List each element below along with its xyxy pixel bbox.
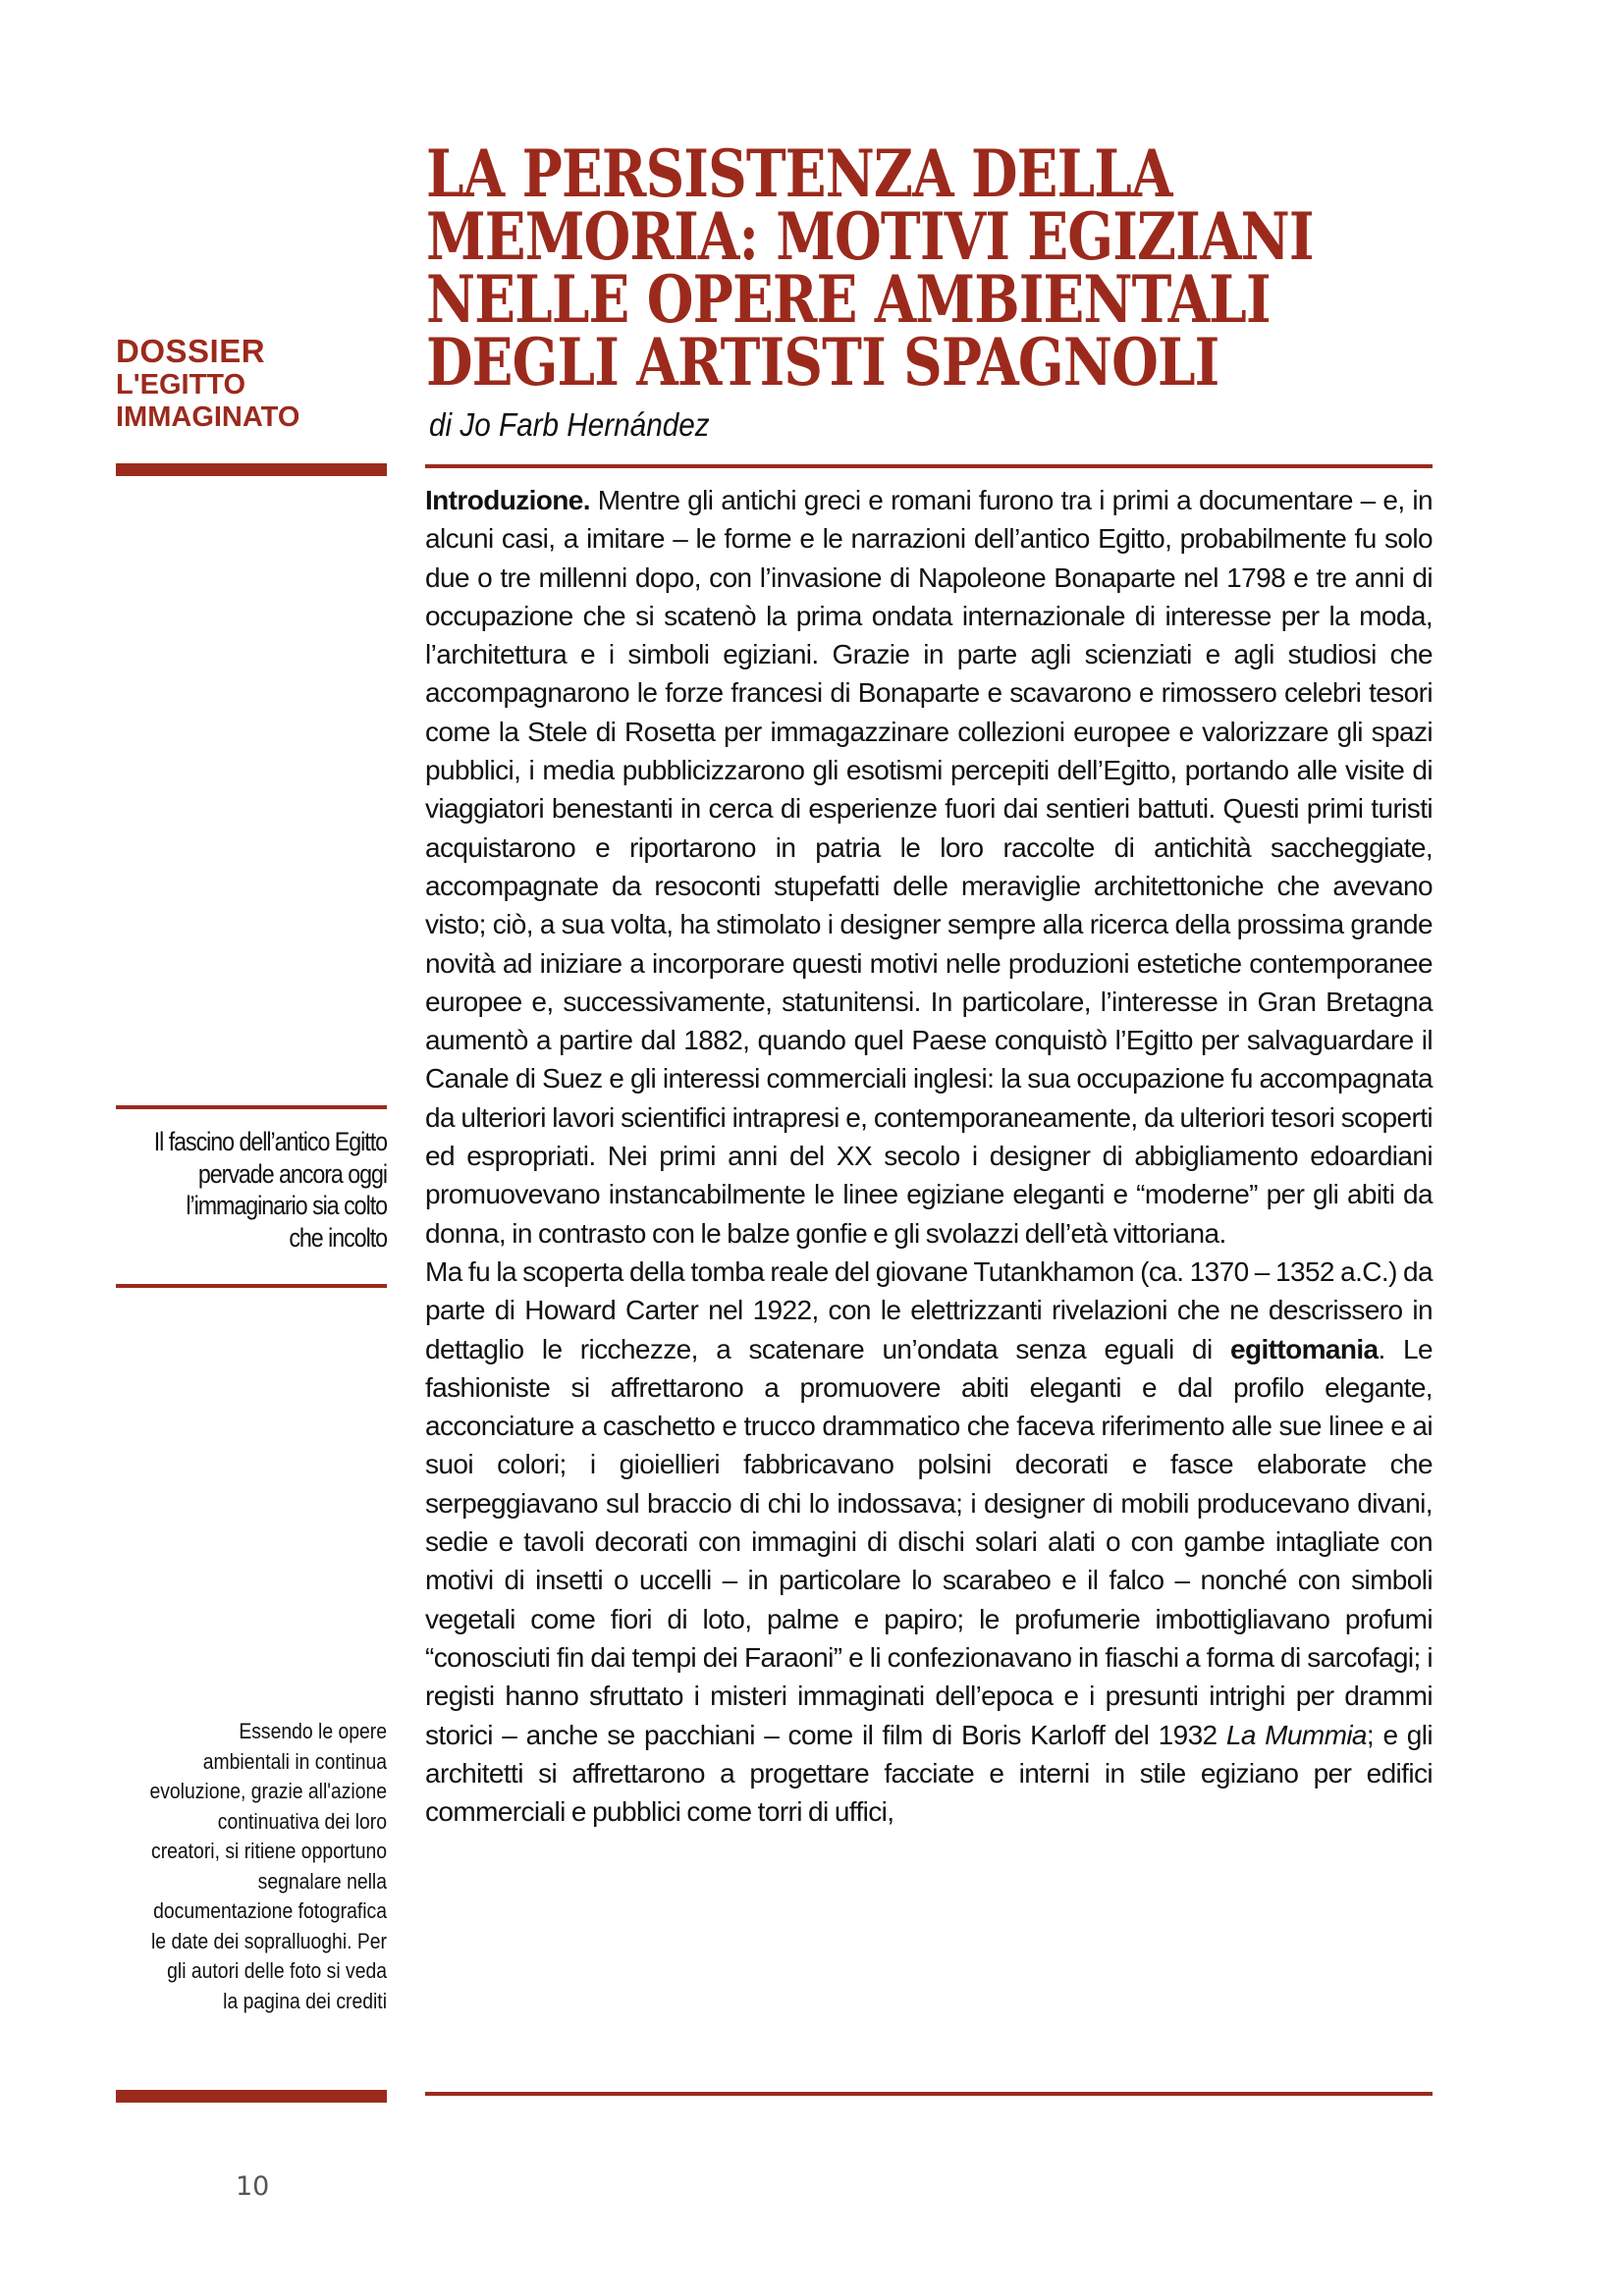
body-rule-bottom bbox=[425, 2092, 1433, 2096]
paragraph-introduction bbox=[425, 481, 1433, 1253]
article-author: di Jo Farb Hernández bbox=[429, 406, 710, 443]
sidebar-divider-top bbox=[116, 463, 387, 476]
pullquote: Il fascino dell’antico Egitto pervade ancora oggi l’immaginario sia colto che incolto bbox=[153, 1127, 387, 1253]
title-line: NELLE OPERE AMBIENTALI bbox=[426, 261, 1271, 338]
title-line: LA PERSISTENZA DELLA bbox=[426, 135, 1172, 212]
section-subtitle-line1: L'EGITTO bbox=[116, 369, 246, 400]
emphasis-egittomania: egittomania bbox=[1229, 1333, 1379, 1364]
paragraph-text: Ma fu la scoperta della tomba reale del giovane Tutankhamon (ca. 1370 – 1352 a.C.) da parte di Howard Carter nel 1922, con le elettrizzanti rivelazioni che ne descrissero in dettaglio le ricchezze, a scatenare un’ondata senza eguali di bbox=[425, 1255, 1433, 1364]
article-body bbox=[425, 481, 1433, 1831]
dossier-header bbox=[116, 334, 387, 434]
paragraph-text: Mentre gli antichi greci e romani furono tra i primi a documentare – e, in alcuni casi, a imitare – le forme e le narrazioni dell’antico Egitto, probabilmente fu solo due o tre millenni dopo, con l’invasione di Napoleone Bonaparte nel 1798 e tre anni di occupazione che si scatenò la prima ondata internazionale di interesse per la moda, l’architettura e i simboli egiziani. Grazie in parte agli scienziati e agli studiosi che accompagnarono le forze francesi di Bonaparte e scavarono e rimossero celebri tesori come la Stele di Rosetta per immagazzinare collezioni europee e valorizzare gli spazi pubblici, i media pubblicizzarono gli esotismi percepiti dell’Egitto, portando alle visite di viaggiatori benestanti in cerca di esperienze fuori dai sentieri battuti. Questi primi turisti acquistarono e riportarono in patria le loro raccolte di antichità saccheggiate, accompagnate da resoconti stupefatti delle meraviglie architettoniche che avevano visto; ciò, a sua volta, ha stimolato i designer sempre alla ricerca della prossima grande novità ad iniziare a incorporare questi motivi nelle produzioni estetiche contemporanee europee e, successivamente, statunitensi. In particolare, l’interesse in Gran Bretagna aumentò a partire dal 1882, quando quel Paese conquistò l’Egitto per salvaguardare il Canale di Suez e gli interessi commerciali inglesi: la sua occupazione fu accompagnata da ulteriori lavori scientifici intrapresi e, contemporaneamente, da ulteriori tesori scoperti ed espropriati. Nei primi anni del XX secolo i designer di abbigliamento edoardiani promuovevano instancabilmente le linee egiziane eleganti e “moderne” per gli abiti da donna, in contrasto con le balze gonfie e gli svolazzi dell’età vittoriana. bbox=[425, 485, 1433, 1249]
paragraph-text: ; e gli architetti si affrettarono a progettare facciate e interni in stile egiziano per edifici commerciali e pubblici come torri di uffici, bbox=[425, 1719, 1433, 1828]
sidebar-divider-bottom bbox=[116, 2090, 387, 2103]
photo-dates-note: Essendo le opere ambientali in continua evoluzione, grazie all'azione continuativa dei loro creatori, si ritiene opportuno segnalare nella documentazione fotografica le date dei sopralluoghi. Per gli autori delle foto si veda la pagina dei crediti bbox=[149, 1719, 387, 2013]
film-title: La Mummia bbox=[1225, 1719, 1367, 1750]
intro-label: Introduzione. bbox=[425, 485, 590, 515]
article-title bbox=[426, 135, 1314, 400]
pullquote-rule-bottom bbox=[116, 1284, 387, 1288]
title-rule bbox=[425, 464, 1433, 468]
title-line: DEGLI ARTISTI SPAGNOLI bbox=[426, 324, 1219, 400]
paragraph-egittomania bbox=[425, 1253, 1433, 1831]
title-line: MEMORIA: MOTIVI EGIZIANI bbox=[426, 198, 1314, 275]
page-number: 10 bbox=[236, 2171, 270, 2202]
pullquote-rule-top bbox=[116, 1105, 387, 1109]
section-subtitle-line2: IMMAGINATO bbox=[116, 401, 300, 433]
section-label: DOSSIER bbox=[116, 333, 266, 369]
paragraph-text: . Le fashioniste si affrettarono a promuovere abiti eleganti e dal profilo elegante, acconciature a caschetto e trucco drammatico che faceva riferimento alle sue linee e ai suoi colori; i gioiellieri fabbricavano polsini decorati e fasce elaborate che serpeggiavano sul braccio di chi lo indossava; i designer di mobili producevano divani, sedie e tavoli decorati con immagini di dischi solari alati o con gambe intagliate con motivi di insetti o uccelli – in particolare lo scarabeo e il falco – nonché con simboli vegetali come fiori di loto, palme e papiro; le profumerie imbottigliavano profumi “conosciuti fin dai tempi dei Faraoni” e li confezionavano in fiaschi a forma di sarcofagi; i registi hanno sfruttato i misteri immaginati dell’epoca e i presunti intrighi per drammi storici – anche se pacchiani – come il film di Boris Karloff del 1932 bbox=[425, 1333, 1433, 1750]
